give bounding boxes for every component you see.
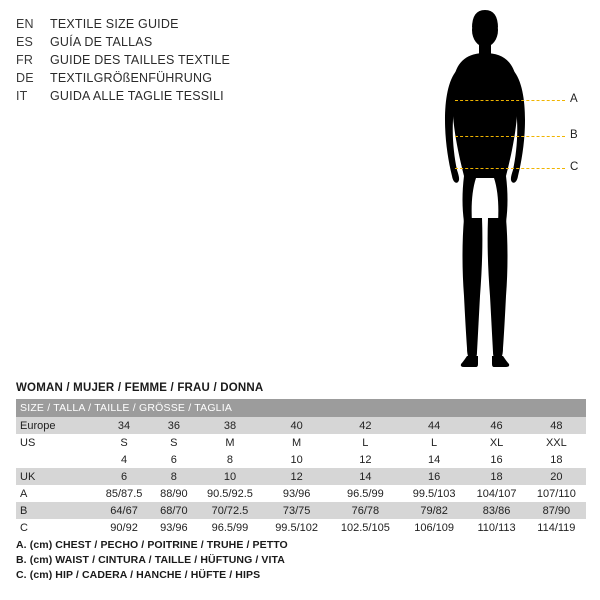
table-cell: 40	[264, 417, 329, 434]
table-cell: 99.5/102	[264, 519, 329, 536]
table-cell: 16	[466, 451, 526, 468]
table-header-label: SIZE / TALLA / TAILLE / GRÖSSE / TAGLIA	[16, 399, 586, 417]
row-label	[16, 451, 96, 468]
table-cell: 99.5/103	[402, 485, 467, 502]
table-cell: 85/87.5	[96, 485, 152, 502]
table-cell: 93/96	[152, 519, 195, 536]
table-cell: 83/86	[466, 502, 526, 519]
table-cell: 14	[329, 468, 402, 485]
table-row	[16, 434, 586, 451]
table-cell: 102.5/105	[329, 519, 402, 536]
table-cell: XL	[466, 434, 526, 451]
table-cell: M	[264, 434, 329, 451]
table-header-row	[16, 399, 586, 417]
title-text: TEXTILGRÖßENFÜHRUNG	[50, 71, 213, 85]
table-cell: 12	[329, 451, 402, 468]
measure-line-c	[455, 168, 565, 169]
table-cell: 90/92	[96, 519, 152, 536]
table-cell: 64/67	[96, 502, 152, 519]
title-row	[16, 88, 346, 104]
row-label: C	[16, 519, 96, 536]
table-row	[16, 417, 586, 434]
table-cell: 93/96	[264, 485, 329, 502]
table-cell: 46	[466, 417, 526, 434]
row-label: UK	[16, 468, 96, 485]
table-cell: 48	[527, 417, 586, 434]
title-row	[16, 16, 346, 32]
table-cell: 12	[264, 468, 329, 485]
table-cell: 104/107	[466, 485, 526, 502]
title-text: GUIDE DES TAILLES TEXTILE	[50, 53, 231, 67]
table-cell: 10	[264, 451, 329, 468]
row-label: B	[16, 502, 96, 519]
size-table-section	[16, 382, 586, 536]
table-cell: 110/113	[466, 519, 526, 536]
title-lang-code: FR	[16, 53, 34, 67]
table-cell: S	[96, 434, 152, 451]
title-text: GUÍA DE TALLAS	[50, 35, 153, 49]
table-row	[16, 468, 586, 485]
table-cell: 42	[329, 417, 402, 434]
table-cell: 96.5/99	[196, 519, 265, 536]
table-cell: 96.5/99	[329, 485, 402, 502]
table-cell: 36	[152, 417, 195, 434]
title-row	[16, 52, 346, 68]
table-cell: 107/110	[527, 485, 586, 502]
legend-line-a: A. (cm) CHEST / PECHO / POITRINE / TRUHE / PETTO	[16, 539, 288, 551]
table-cell: S	[152, 434, 195, 451]
row-label: Europe	[16, 417, 96, 434]
table-cell: 76/78	[329, 502, 402, 519]
table-cell: L	[402, 434, 467, 451]
table-cell: M	[196, 434, 265, 451]
size-table	[16, 399, 586, 536]
table-cell: 34	[96, 417, 152, 434]
table-cell: XXL	[527, 434, 586, 451]
title-lang-code: DE	[16, 71, 34, 85]
measure-label-b: B	[570, 129, 578, 141]
table-cell: 87/90	[527, 502, 586, 519]
table-cell: 88/90	[152, 485, 195, 502]
table-cell: 16	[402, 468, 467, 485]
table-cell: 18	[527, 451, 586, 468]
table-cell: 14	[402, 451, 467, 468]
measurement-legend	[16, 538, 576, 583]
legend-line-c: C. (cm) HIP / CADERA / HANCHE / HÜFTE / HIPS	[16, 569, 261, 581]
measure-line-a	[455, 100, 565, 101]
table-cell: 4	[96, 451, 152, 468]
title-lang-code: EN	[16, 17, 34, 31]
table-cell: 68/70	[152, 502, 195, 519]
title-lang-code: IT	[16, 89, 28, 103]
table-row	[16, 485, 586, 502]
table-cell: 79/82	[402, 502, 467, 519]
row-label: US	[16, 434, 96, 451]
title-text: TEXTILE SIZE GUIDE	[50, 17, 179, 31]
measure-label-c: C	[570, 161, 579, 173]
title-text: GUIDA ALLE TAGLIE TESSILI	[50, 89, 224, 103]
table-cell: 114/119	[527, 519, 586, 536]
legend-line-b: B. (cm) WAIST / CINTURA / TAILLE / HÜFTUNG / VITA	[16, 554, 285, 566]
measure-label-a: A	[570, 93, 578, 105]
title-row	[16, 34, 346, 50]
table-cell: 10	[196, 468, 265, 485]
table-cell: L	[329, 434, 402, 451]
table-cell: 8	[196, 451, 265, 468]
table-cell: 8	[152, 468, 195, 485]
table-cell: 20	[527, 468, 586, 485]
female-silhouette-icon	[400, 8, 600, 378]
table-cell: 70/72.5	[196, 502, 265, 519]
body-figure	[400, 8, 600, 378]
measure-line-b	[455, 136, 565, 137]
table-row	[16, 519, 586, 536]
title-row	[16, 70, 346, 86]
table-cell: 6	[152, 451, 195, 468]
table-cell: 106/109	[402, 519, 467, 536]
table-row	[16, 451, 586, 468]
table-cell: 90.5/92.5	[196, 485, 265, 502]
table-category-label: WOMAN / MUJER / FEMME / FRAU / DONNA	[16, 382, 264, 394]
table-cell: 44	[402, 417, 467, 434]
title-lang-code: ES	[16, 35, 34, 49]
table-cell: 38	[196, 417, 265, 434]
table-row	[16, 502, 586, 519]
title-block	[16, 16, 346, 106]
table-cell: 18	[466, 468, 526, 485]
table-cell: 73/75	[264, 502, 329, 519]
row-label: A	[16, 485, 96, 502]
table-cell: 6	[96, 468, 152, 485]
